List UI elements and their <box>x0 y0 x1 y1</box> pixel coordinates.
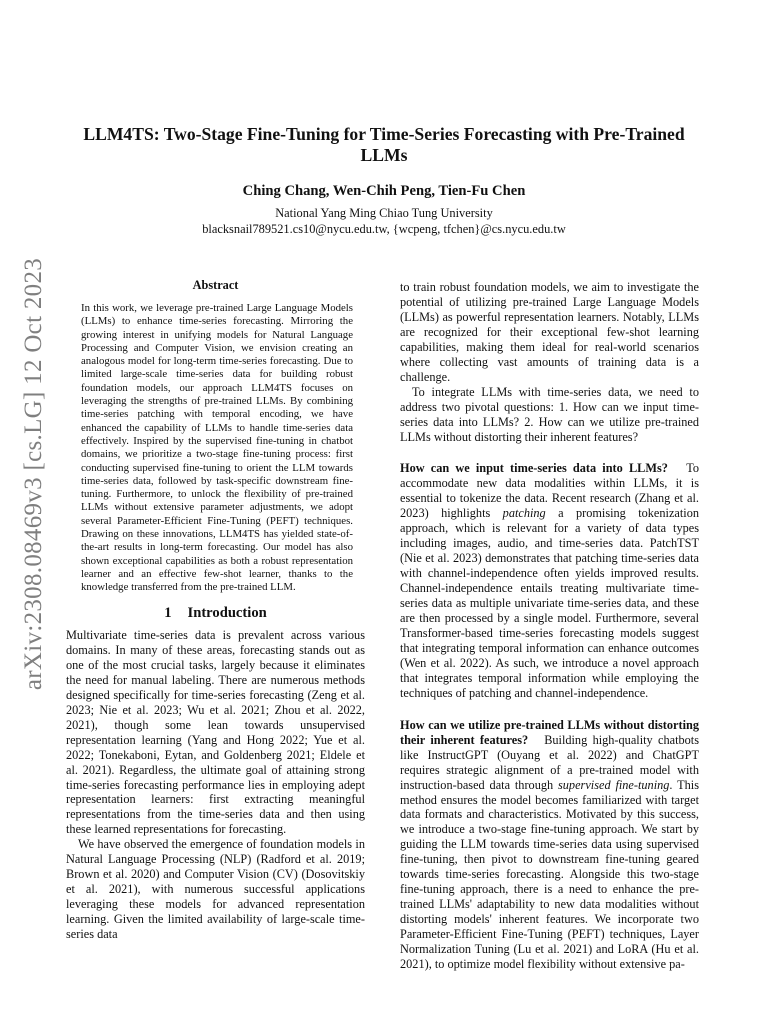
author-affiliation <box>70 206 698 237</box>
question-1-text-b: a promising tokenization approach, which is relevant for a variety of data types including images, audio, and time-series data. PatchTST (Nie et al. 2023) demonstrates that patching time-series data with channel-independence often yields improved results. Channel-independence entails treating multivariate time-series data as multiple univariate time-series data, and these are then processed by a single model. Furthermore, several Transformer-based time-series forecasting models suggest that integrating temporal information can enhance outcomes (Wen et al. 2022). As such, we introduce a novel approach that integrates temporal information while employing the techniques of patching and channel-independence. <box>400 506 699 700</box>
paper-title: LLM4TS: Two-Stage Fine-Tuning for Time-Series Forecasting with Pre-Trained LLMs <box>83 124 685 165</box>
question-2-emphasis: supervised fine-tuning <box>558 777 670 792</box>
question-1-text-a: To accommodate new data modalities within LLMs, it is essential to tokenize the data. Recent research (Zhang et al. 2023) highlights <box>400 461 699 521</box>
abstract-heading: Abstract <box>192 278 239 292</box>
right-paragraph-1: to train robust foundation models, we aim to investigate the potential of utilizing pre-trained Large Language Models (LLMs) as powerful representation learners. Notably, LLMs are recognized for their exceptional few-shot learning capabilities, making them ideal for real-world scenarios where collecting vast amounts of training data is a challenge. <box>400 280 699 384</box>
intro-paragraph-1: Multivariate time-series data is prevalent across various domains. In many of these areas, forecasting stands out as one of the most crucial tasks, largely because it eliminates the need for manual labeling. There are numerous methods designed specifically for time-series forecasting (Zeng et al. 2023; Nie et al. 2023; Wu et al. 2021; Zhou et al. 2022, 2021), though some lean towards unsupervised representation learning (Yang and Hong 2022; Yue et al. 2022; Tonekaboni, Eytan, and Goldenberg 2021; Eldele et al. 2021). Regardless, the ultimate goal of attaining strong time-series forecasting performance lies in employing adept representation learners: first extracting meaningful representations from the time-series data and then using these learned representations for forecasting. <box>66 628 365 837</box>
question-1-heading: How can we input time-series data into LLMs? <box>400 461 668 476</box>
question-1-emphasis: patching <box>502 506 546 521</box>
question-2-text-b: . This method ensures the model becomes familiarized with target data formats and characteristics. Motivated by this success, we introduce a two-stage fine-tuning approach. We start by guiding the LLM towards time-series data using supervised fine-tuning, then pivot to downstream fine-tuning geared towards time-series forecasting. Alongside this two-stage fine-tuning approach, there is a need to enhance the pre-trained LLMs' adaptability to new data modalities without distorting models' inherent features. We incorporate two Parameter-Efficient Fine-Tuning (PEFT) techniques, Layer Normalization Tuning (Lu et al. 2021) and LoRA (Hu et al. 2021), to optimize model flexibility without extensive pa- <box>400 777 699 971</box>
right-column-body <box>400 280 699 972</box>
arxiv-stamp-text: arXiv:2308.08469v3 [cs.LG] 12 Oct 2023 <box>20 257 47 691</box>
question-2-heading: How can we utilize pre-trained LLMs without distorting their inherent features? <box>400 717 699 747</box>
paper-authors: Ching Chang, Wen-Chih Peng, Tien-Fu Chen <box>242 183 526 199</box>
section-heading-introduction <box>66 605 365 622</box>
question-2-paragraph <box>400 718 699 972</box>
question-2-text-a: Building high-quality chatbots like InstructGPT (Ouyang et al. 2022) and ChatGPT requires strategic alignment of a pre-trained model with instruction-based data through <box>400 732 699 792</box>
intro-paragraph-2: We have observed the emergence of foundation models in Natural Language Processing (NLP) (Radford et al. 2019; Brown et al. 2020) and Computer Vision (CV) (Dosovitskiy et al. 2021), with numerous successful applications leveraging these models for advanced representation learning. Given the limited availability of large-scale time-series data <box>66 837 365 942</box>
affiliation-name: National Yang Ming Chiao Tung University <box>275 206 493 220</box>
section-title: Introduction <box>187 605 267 621</box>
question-1-paragraph <box>400 461 699 700</box>
arxiv-stamp <box>0 0 68 1024</box>
author-emails: blacksnail789521.cs10@nycu.edu.tw, {wcpeng, tfchen}@cs.nycu.edu.tw <box>202 221 566 236</box>
section-number: 1 <box>164 605 172 621</box>
left-column-body <box>66 628 365 942</box>
right-paragraph-2: To integrate LLMs with time-series data, we need to address two pivotal questions: 1. How can we input time-series data into LLMs? 2. How can we utilize pre-trained LLMs without distorting their inherent features? <box>400 384 699 444</box>
abstract-text: In this work, we leverage pre-trained Large Language Models (LLMs) to enhance time-series forecasting. Mirroring the growing interest in unifying models for Natural Language Processing and Computer Vision, we envision creating an analogous model for long-term time-series forecasting. Due to limited large-scale time-series data for building robust foundation models, our approach LLM4TS focuses on leveraging the strengths of pre-trained LLMs. By combining time-series patching with temporal encoding, we have enhanced the capability of LLMs to handle time-series data effectively. Inspired by the supervised fine-tuning in chatbot domains, we prioritize a two-stage fine-tuning process: first conducting supervised fine-tuning to orient the LLM towards time-series data, followed by task-specific downstream fine-tuning. Furthermore, to unlock the flexibility of pre-trained LLMs without extensive parameter adjustments, we adopt several Parameter-Efficient Fine-Tuning (PEFT) techniques. Drawing on these innovations, LLM4TS has yielded state-of-the-art results in long-term forecasting. Our model has also shown exceptional capabilities as both a robust representation learner and an effective few-shot learner, thanks to the knowledge transferred from the pre-trained LLM. <box>81 302 353 594</box>
